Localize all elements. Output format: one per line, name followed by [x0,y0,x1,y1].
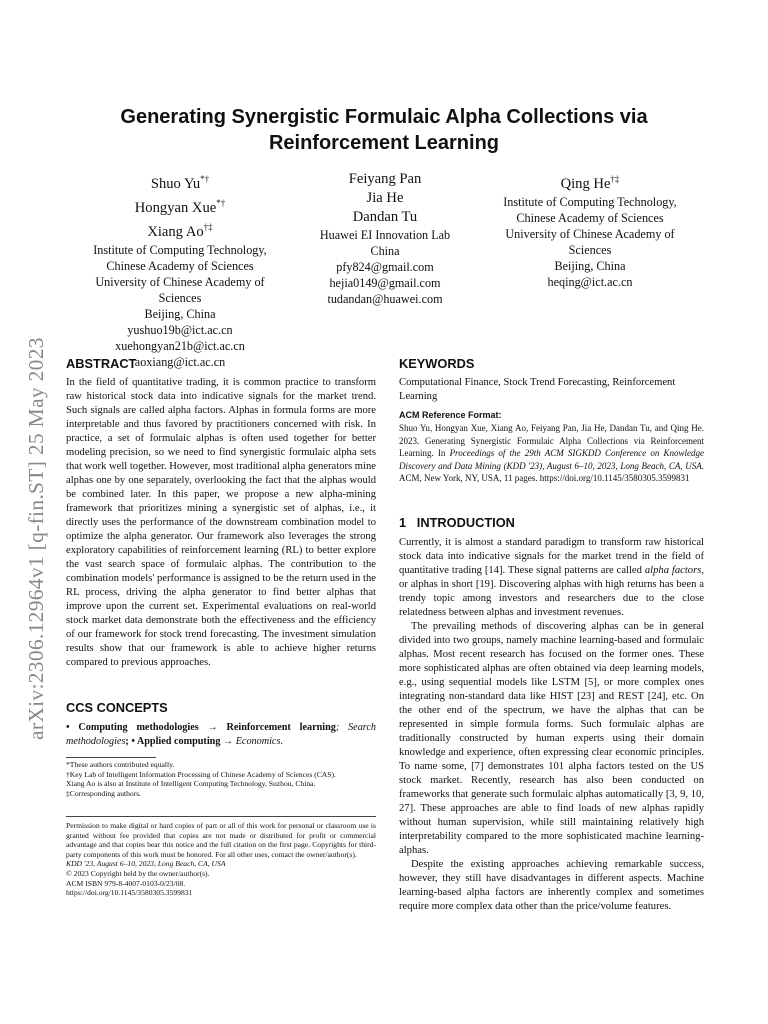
author-email: xuehongyan21b@ict.ac.cn [115,338,245,353]
author-email: yushuo19b@ict.ac.cn [127,322,233,337]
affiliation-line: University of Chinese Academy of [505,226,675,241]
footnote: ‡Corresponding authors. [66,788,142,798]
author-block-1 [70,170,290,370]
intro-paragraph-1: Currently, it is almost a standard paradigm to transform raw historical stock data into indicative signals for the market trend in the field of quantitative trading [14]. These signal patterns are called alpha factors, or alphas in short [19]. Discovering alphas with high returns has been a trendy topic among investors and researchers due to the close relatedness between alphas and investment revenues. [399,537,704,618]
author-name: Qing He†‡ [560,174,620,192]
author-name: Shuo Yu*† [150,174,210,192]
affiliation-line: Beijing, China [554,258,626,273]
keywords-section [399,356,704,404]
title-line-1: Generating Synergistic Formulaic Alpha Collections via [120,106,648,128]
affiliation-line: Sciences [568,242,612,257]
abstract-heading: ABSTRACT [66,356,137,371]
affiliation-line: Institute of Computing Technology, [93,242,267,257]
keywords-heading: KEYWORDS [399,356,475,371]
introduction-section [399,515,704,914]
ccs-text: • Computing methodologies → Reinforcement learning; Search methodologies; • Applied computing → Economics. [66,722,376,747]
author-block-3 [480,170,700,290]
affiliation-line: Chinese Academy of Sciences [106,258,254,273]
permission-rule [66,816,376,817]
footnote: Xiang Ao is also at Institute of Intelligent Computing Technology, Suzhou, China. [66,779,316,789]
keywords-text: Computational Finance, Stock Trend Forecasting, Reinforcement Learning [399,377,676,402]
affiliation-line: Chinese Academy of Sciences [516,210,664,225]
abstract-text: In the field of quantitative trading, it is common practice to transform raw historical stock data into indicative signals for the market trend. Such signals are called alpha factors. Alphas in formula forms are more interpretable and thus favored by practitioners concerned with risk. In practice, a set of formulaic alphas is often used together for better modeling precision, so we need to find synergistic formulaic alpha sets that work well together. However, most traditional alpha generators mine alphas one by one separately, overlooking the fact that the alphas would be combined later. In this paper, we propose a new alpha-mining framework that prioritizes mining a synergistic set of alphas, i.e., it directly uses the performance of the downstream combination model to optimize the alpha generator. Our framework also leverages the strong exploratory capabilities of reinforcement learning (RL) to better explore the vast search space of formulaic alphas. The contribution to the combination models' performance is assigned to be the return used in the RL process, driving the alpha generator to find better alphas that improve upon the current set. Experimental evaluations on real-world stock market data demonstrate both the effectiveness and the efficiency of our framework for stock trend forecasting. The investment simulation results show that our framework is able to achieve higher returns compared to previous approaches. [66,377,376,668]
arxiv-identifier: arXiv:2306.12964v1 [q-fin.ST] 25 May 2023 [24,337,48,740]
author-email: heqing@ict.ac.cn [547,274,633,289]
affiliation-line: China [370,244,400,258]
ccs-section [66,700,376,749]
intro-paragraph-3: Despite the existing approaches achieving remarkable success, however, they still have disadvantages in different aspects. Machine learning-based alpha factors are inherently complex and sometimes require more complex data other than the price/volume features. [399,859,704,912]
abstract-section [66,356,376,670]
paper-title [60,104,708,156]
permission-block [66,821,376,898]
footnote: †Key Lab of Intelligent Information Processing of Chinese Academy of Sciences (CAS). [66,769,336,779]
author-name: Feiyang Pan [348,171,422,187]
arxiv-stamp [12,260,52,740]
author-name: Dandan Tu [352,209,418,225]
author-name: Hongyan Xue*† [134,197,226,216]
affiliation-line: Sciences [158,290,202,305]
author-email: aoxiang@ict.ac.cn [134,354,226,369]
affiliation-line: University of Chinese Academy of [95,274,265,289]
footnote: *These authors contributed equally. [66,760,175,769]
footnotes [66,760,376,798]
ccs-heading: CCS CONCEPTS [66,700,168,715]
affiliation-line: Beijing, China [144,306,216,321]
venue-line: KDD '23, August 6–10, 2023, Long Beach, CA, USA [66,859,226,869]
isbn-line: ACM ISBN 979-8-4007-0103-0/23/08. [66,878,186,888]
acm-reference [399,410,704,485]
introduction-heading: 1 INTRODUCTION [399,515,515,530]
author-block-2 [290,170,480,307]
copyright-line: © 2023 Copyright held by the owner/author(s). [66,868,210,878]
affiliation-line: Huawei EI Innovation Lab [319,228,451,242]
author-email: pfy824@gmail.com [336,260,434,274]
author-name: Xiang Ao†‡ [147,221,213,240]
doi-line[interactable]: https://doi.org/10.1145/3580305.3599831 [66,888,193,898]
footnote-rule [66,757,156,758]
acm-reference-heading: ACM Reference Format: [399,410,502,420]
author-email: hejia0149@gmail.com [329,276,441,290]
author-name: Jia He [366,190,404,206]
acm-reference-text: Shuo Yu, Hongyan Xue, Xiang Ao, Feiyang Pan, Jia He, Dandan Tu, and Qing He. 2023. Generating Synergistic Formulaic Alpha Collections via Reinforcement Learning. In Proceedings of the 29th ACM SIGKDD Conference on Knowledge Discovery and Data Mining (KDD '23), August 6–10, 2023, Long Beach, CA, USA. ACM, New York, NY, USA, 11 pages. https://doi.org/10.1145/3580305.3599831 [399,423,704,483]
permission-text: Permission to make digital or hard copies of part or all of this work for personal or classroom use is granted without fee provided that copies are not made or distributed for profit or commercial advantage and that copies bear this notice and the full citation on the first page. Copyrights for third-party components of this work must be honored. For all other uses, contact the owner/author(s). [66,821,376,859]
title-line-2: Reinforcement Learning [268,132,500,154]
intro-paragraph-2: The prevailing methods of discovering alphas can be in general divided into two groups, namely machine learning-based and formulaic alphas. Most recent research has focused on the former ones. These more sophisticated alphas are often obtained via deep learning models, e.g., using sequential models like LSTM [5], or more complex ones integrating non-standard data like HIST [23] and REST [24], etc. On the other end of the spectrum, we have the alphas that can be represented in simple formula forms. Such formulaic alphas are traditionally constructed by human experts using their domain knowledge and experience, often expressing clear economic principles. To name some, [7] demonstrates 101 alpha factors tested on the US stock market. Recently, research has also been conducted on frameworks that generate such formulaic alphas automatically [3, 9, 10, 27]. These approaches are able to find loads of new alphas rapidly without human supervision, while still maintaining relatively high interpretability compared to the more sophisticated machine learning-alphas. [399,621,704,856]
author-email: tudandan@huawei.com [327,292,443,306]
affiliation-line: Institute of Computing Technology, [503,194,677,209]
